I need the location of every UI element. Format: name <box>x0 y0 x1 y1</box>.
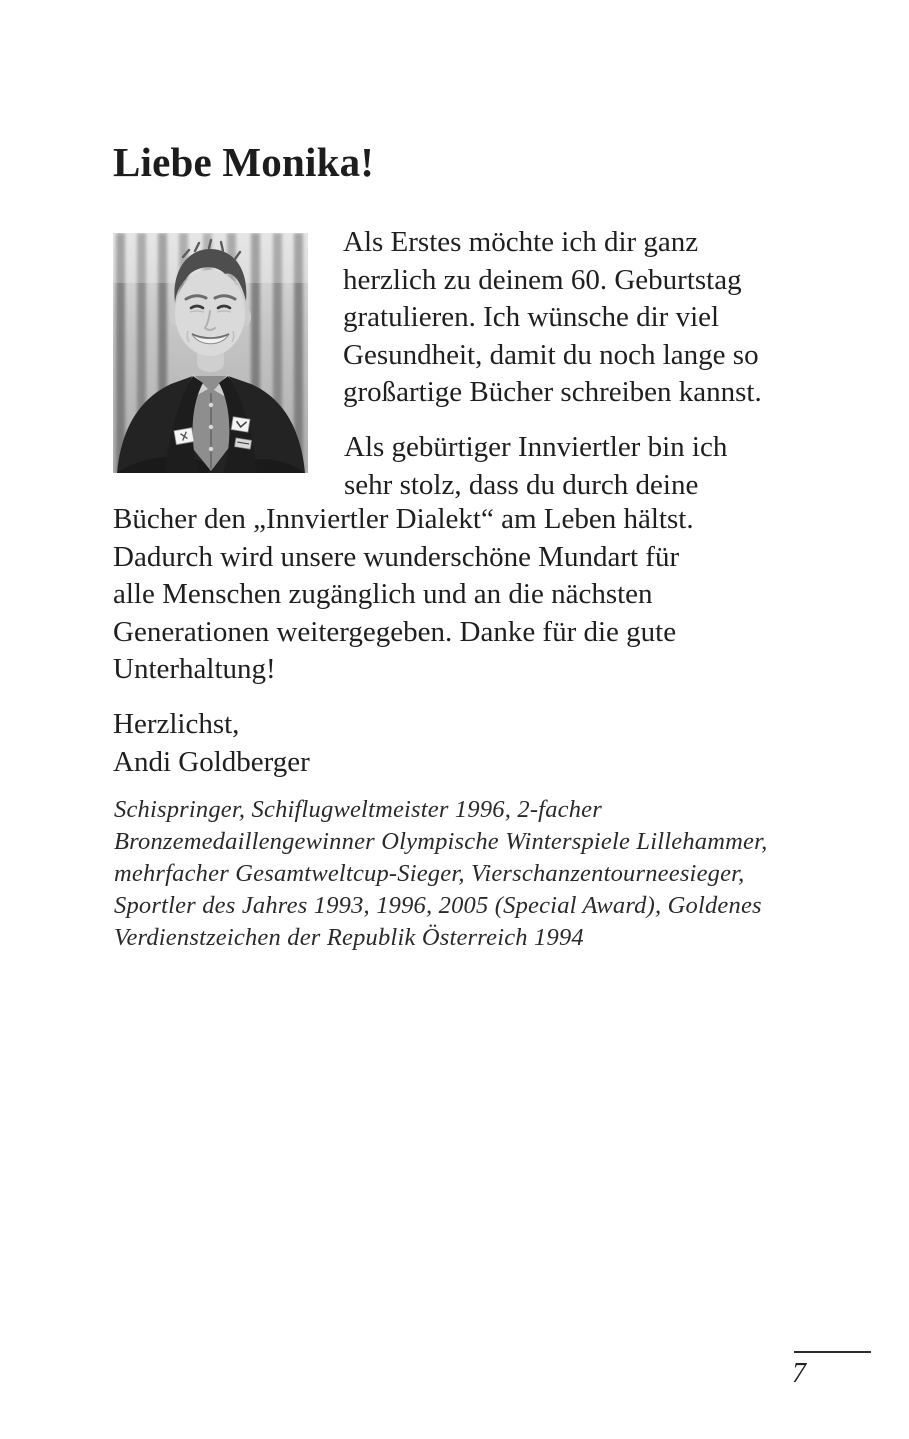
text-line: Als gebürtiger Innviertler bin ich <box>344 431 728 463</box>
text-line: Bronzemedaillengewinner Olympische Winterspiele Lillehammer, <box>114 828 768 855</box>
text-line: Schispringer, Schiflugweltmeister 1996, 2-facher <box>114 796 602 823</box>
portrait-photo-illustration <box>113 233 308 473</box>
text-line: Herzlichst, <box>113 708 240 740</box>
text-line: Gesundheit, damit du noch lange so <box>343 338 759 371</box>
text-line: großartige Bücher schreiben kannst. <box>343 376 762 409</box>
text-line: Bücher den „Innviertler Dialekt“ am Leben hältst. <box>113 503 694 535</box>
text-line: alle Menschen zugänglich und an die nächsten <box>113 578 653 611</box>
text-line: Generationen weitergegeben. Danke für die gute <box>113 615 677 648</box>
portrait-photo <box>113 233 308 473</box>
text-line: gratulieren. Ich wünsche dir viel <box>343 301 720 334</box>
text-line: herzlich zu deinem 60. Geburtstag <box>343 263 742 296</box>
text-line: Sportler des Jahres 1993, 1996, 2005 (Special Award), Goldenes <box>114 892 762 919</box>
text-line: Dadurch wird unsere wunderschöne Mundart für <box>113 540 680 573</box>
text-line: Unterhaltung! <box>113 653 276 686</box>
text-line: sehr stolz, dass du durch deine <box>344 468 699 501</box>
text-line: Als Erstes möchte ich dir ganz <box>343 226 699 258</box>
paragraph-greeting <box>343 224 762 412</box>
paragraph-dialect-full-width <box>113 501 694 689</box>
signature-block <box>113 706 310 781</box>
page-number: 7 <box>792 1358 806 1389</box>
footer-rule <box>794 1351 871 1353</box>
credentials-block <box>114 794 767 954</box>
paragraph-dialect-beside-photo <box>344 429 727 504</box>
text-line: mehrfacher Gesamtweltcup-Sieger, Vierschanzentourneesieger, <box>114 860 745 887</box>
text-line: Andi Goldberger <box>113 745 310 778</box>
text-line: Verdienstzeichen der Republik Österreich 1994 <box>114 924 584 951</box>
page-title: Liebe Monika! <box>113 139 375 185</box>
